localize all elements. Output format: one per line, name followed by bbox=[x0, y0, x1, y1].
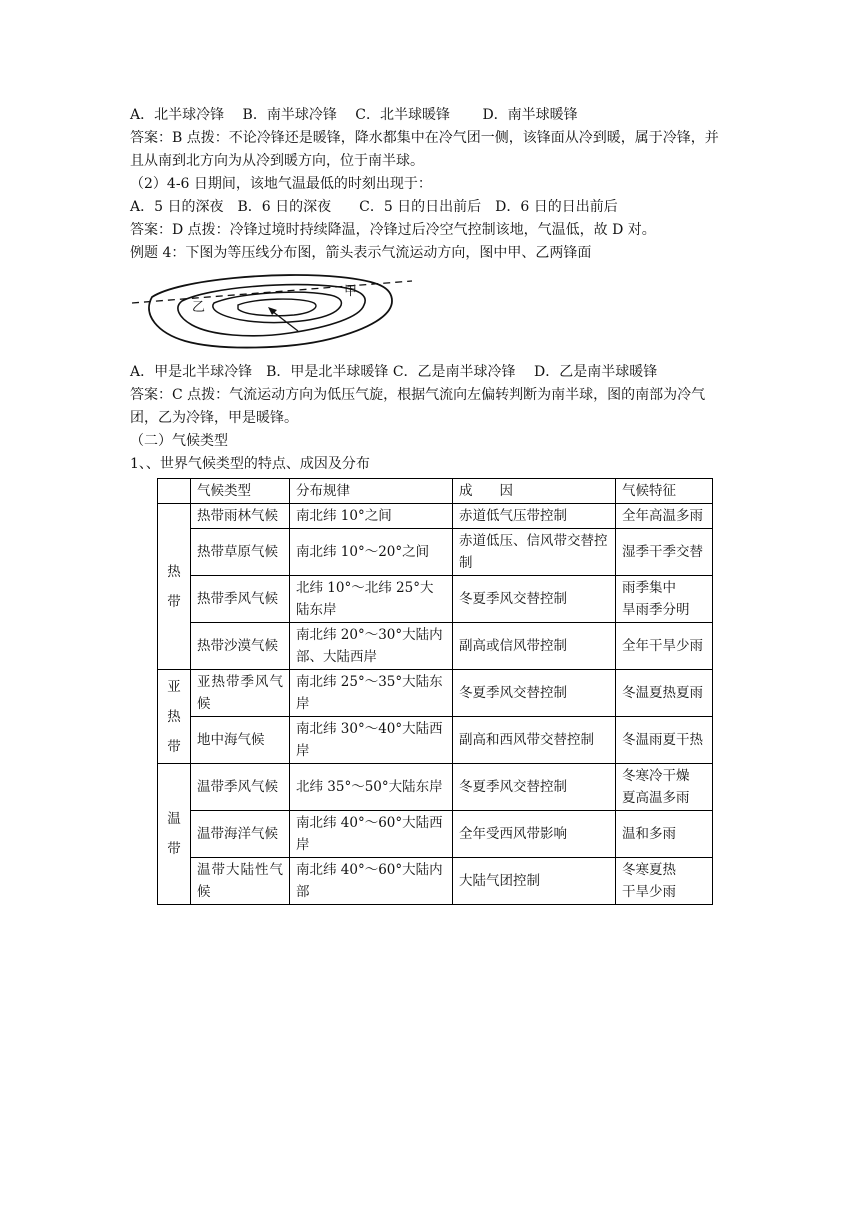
zone-char: 带 bbox=[167, 841, 181, 857]
zone-char: 热 bbox=[167, 563, 181, 580]
feature-cell: 全年高温多雨 bbox=[616, 504, 713, 529]
feature-cell: 冬温雨夏干热 bbox=[616, 717, 713, 764]
table-title: 1、、世界气候类型的特点、成因及分布 bbox=[130, 456, 370, 472]
q1-answer: 答案：B 点拨：不论冷锋还是暖锋，降水都集中在冷气团一侧，该锋面从冷到暖，属于冷锋，并且从南到北方向为从冷到暖方向，位于南半球。 bbox=[130, 130, 719, 169]
distribution-cell: 南北纬 40°～60°大陆内部 bbox=[290, 858, 453, 905]
cause-cell: 冬夏季风交替控制 bbox=[453, 576, 616, 623]
example4-stem: 例题 4：下图为等压线分布图，箭头表示气流运动方向，图中甲、乙两锋面 bbox=[130, 245, 592, 261]
isobar-figure bbox=[130, 273, 420, 351]
q4-answer: 答案：C 点拨：气流运动方向为低压气旋，根据气流向左偏转判断为南半球，图的南部为冷气团，乙为冷锋，甲是暖锋。 bbox=[130, 387, 706, 426]
cause-cell: 冬夏季风交替控制 bbox=[453, 764, 616, 811]
header-cell: 气候类型 bbox=[191, 479, 290, 504]
table-row bbox=[158, 576, 713, 623]
document-page bbox=[130, 104, 730, 905]
isobar-third bbox=[213, 292, 342, 322]
climate-type-cell: 热带雨林气候 bbox=[191, 504, 290, 529]
feature-cell: 温和多雨 bbox=[616, 811, 713, 858]
feature-cell: 冬寒冷干燥 夏高温多雨 bbox=[616, 764, 713, 811]
climate-table bbox=[157, 478, 713, 905]
cause-cell: 全年受西风带影响 bbox=[453, 811, 616, 858]
q1-options: A．北半球冷锋 B．南半球冷锋 C．北半球暖锋 D．南半球暖锋 bbox=[130, 107, 578, 123]
climate-type-cell: 亚热带季风气候 bbox=[191, 670, 290, 717]
climate-type-cell: 地中海气候 bbox=[191, 717, 290, 764]
distribution-cell: 南北纬 10°之间 bbox=[290, 504, 453, 529]
zone-char: 温 bbox=[167, 811, 181, 827]
feature-cell: 全年干旱少雨 bbox=[616, 623, 713, 670]
distribution-cell: 北纬 10°～北纬 25°大陆东岸 bbox=[290, 576, 453, 623]
zone-char: 带 bbox=[167, 738, 181, 755]
table-row bbox=[158, 764, 713, 811]
climate-type-cell: 温带海洋气候 bbox=[191, 811, 290, 858]
header-blank-cell bbox=[158, 479, 191, 504]
q2-stem: （2）4-6 日期间，该地气温最低的时刻出现于： bbox=[130, 176, 432, 192]
climate-type-cell: 热带草原气候 bbox=[191, 529, 290, 576]
table-row bbox=[158, 811, 713, 858]
section-title: （二）气候类型 bbox=[130, 433, 228, 449]
zone-char: 带 bbox=[167, 593, 181, 610]
table-row bbox=[158, 504, 713, 529]
feature-cell: 冬温夏热夏雨 bbox=[616, 670, 713, 717]
zone-cell bbox=[158, 764, 191, 905]
zone-cell bbox=[158, 504, 191, 670]
feature-cell: 雨季集中 旱雨季分明 bbox=[616, 576, 713, 623]
climate-type-cell: 热带沙漠气候 bbox=[191, 623, 290, 670]
header-cell: 分布规律 bbox=[290, 479, 453, 504]
cause-cell: 冬夏季风交替控制 bbox=[453, 670, 616, 717]
q2-options: A．5 日的深夜 B．6 日的深夜 C．5 日的日出前后 D．6 日的日出前后 bbox=[130, 199, 618, 215]
isobar-inner bbox=[238, 299, 316, 316]
label-jia: 甲 bbox=[344, 284, 358, 299]
climate-type-cell: 温带季风气候 bbox=[191, 764, 290, 811]
zone-cell bbox=[158, 670, 191, 764]
table-row bbox=[158, 858, 713, 905]
distribution-cell: 南北纬 20°～30°大陆内部、大陆西岸 bbox=[290, 623, 453, 670]
table-header-row bbox=[158, 479, 713, 504]
feature-cell: 冬寒夏热 干旱少雨 bbox=[616, 858, 713, 905]
table-row bbox=[158, 529, 713, 576]
cause-cell: 赤道低气压带控制 bbox=[453, 504, 616, 529]
climate-type-cell: 温带大陆性气候 bbox=[191, 858, 290, 905]
label-yi: 乙 bbox=[192, 300, 206, 315]
cause-cell: 大陆气团控制 bbox=[453, 858, 616, 905]
header-cell: 成 因 bbox=[453, 479, 616, 504]
cause-cell: 副高或信风带控制 bbox=[453, 623, 616, 670]
q2-answer: 答案：D 点拨：冷锋过境时持续降温，冷锋过后冷空气控制该地，气温低，故 D 对。 bbox=[130, 222, 656, 238]
zone-char: 亚 bbox=[167, 678, 181, 695]
distribution-cell: 北纬 35°～50°大陆东岸 bbox=[290, 764, 453, 811]
distribution-cell: 南北纬 30°～40°大陆西岸 bbox=[290, 717, 453, 764]
cause-cell: 赤道低压、信风带交替控制 bbox=[453, 529, 616, 576]
feature-cell: 湿季干季交替 bbox=[616, 529, 713, 576]
zone-char: 热 bbox=[167, 708, 181, 725]
cause-cell: 副高和西风带交替控制 bbox=[453, 717, 616, 764]
distribution-cell: 南北纬 25°～35°大陆东岸 bbox=[290, 670, 453, 717]
table-row bbox=[158, 717, 713, 764]
distribution-cell: 南北纬 10°～20°之间 bbox=[290, 529, 453, 576]
header-cell: 气候特征 bbox=[616, 479, 713, 504]
distribution-cell: 南北纬 40°～60°大陆西岸 bbox=[290, 811, 453, 858]
climate-type-cell: 热带季风气候 bbox=[191, 576, 290, 623]
table-row bbox=[158, 670, 713, 717]
table-row bbox=[158, 623, 713, 670]
q4-options: A．甲是北半球冷锋 B．甲是北半球暖锋 C．乙是南半球冷锋 D．乙是南半球暖锋 bbox=[130, 364, 658, 380]
